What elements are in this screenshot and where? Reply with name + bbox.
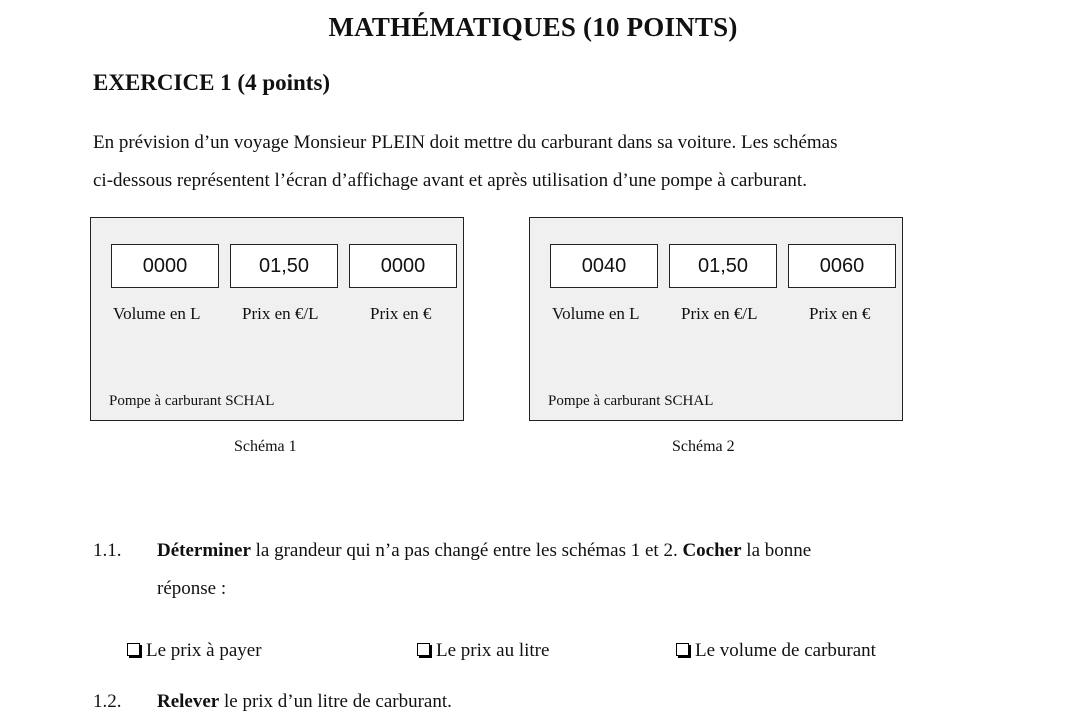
total-price-display: 0000 xyxy=(349,244,457,288)
pump-display-schema-2 xyxy=(529,217,903,421)
option-prix-au-litre[interactable] xyxy=(417,640,549,662)
schema-caption: Schéma 2 xyxy=(672,438,735,455)
intro-line: En prévision d’un voyage Monsieur PLEIN doit mettre du carburant dans sa voiture. Les schémas xyxy=(93,132,838,153)
unit-price-display: 01,50 xyxy=(230,244,338,288)
question-verb: Relever xyxy=(157,691,220,712)
pump-brand: Pompe à carburant SCHAL xyxy=(548,393,714,409)
schema-caption: Schéma 1 xyxy=(234,438,297,455)
question-text xyxy=(157,540,811,562)
intro-line: ci-dessous représentent l’écran d’affichage avant et après utilisation d’une pompe à carburant. xyxy=(93,170,807,191)
unit-price-label: Prix en €/L xyxy=(681,304,758,323)
total-price-label: Prix en € xyxy=(809,304,871,323)
page-title: MATHÉMATIQUES (10 POINTS) xyxy=(328,12,738,42)
volume-label: Volume en L xyxy=(113,304,201,323)
option-volume-carburant[interactable] xyxy=(676,640,876,662)
total-price-display: 0060 xyxy=(788,244,896,288)
volume-display: 0000 xyxy=(111,244,219,288)
question-body: réponse : xyxy=(157,578,227,599)
intro-paragraph xyxy=(93,124,993,200)
option-prix-a-payer[interactable] xyxy=(127,640,262,662)
option-label: Le prix à payer xyxy=(146,640,262,661)
pump-display-schema-1 xyxy=(90,217,464,421)
question-number: 1.2. xyxy=(93,691,122,712)
pump-brand: Pompe à carburant SCHAL xyxy=(109,393,275,409)
checkbox-icon[interactable] xyxy=(127,643,140,656)
volume-label: Volume en L xyxy=(552,304,640,323)
question-text xyxy=(157,691,452,713)
question-body: la bonne xyxy=(741,540,812,561)
volume-display: 0040 xyxy=(550,244,658,288)
question-verb: Cocher xyxy=(682,540,742,561)
option-label: Le volume de carburant xyxy=(695,640,876,661)
unit-price-display: 01,50 xyxy=(669,244,777,288)
exercise-heading: EXERCICE 1 (4 points) xyxy=(93,70,331,95)
question-body: le prix d’un litre de carburant. xyxy=(219,691,452,712)
checkbox-icon[interactable] xyxy=(676,643,689,656)
question-verb: Déterminer xyxy=(157,540,251,561)
unit-price-label: Prix en €/L xyxy=(242,304,319,323)
question-number: 1.1. xyxy=(93,540,122,561)
question-body: la grandeur qui n’a pas changé entre les schémas 1 et 2. xyxy=(250,540,683,561)
checkbox-icon[interactable] xyxy=(417,643,430,656)
option-label: Le prix au litre xyxy=(436,640,550,661)
total-price-label: Prix en € xyxy=(370,304,432,323)
